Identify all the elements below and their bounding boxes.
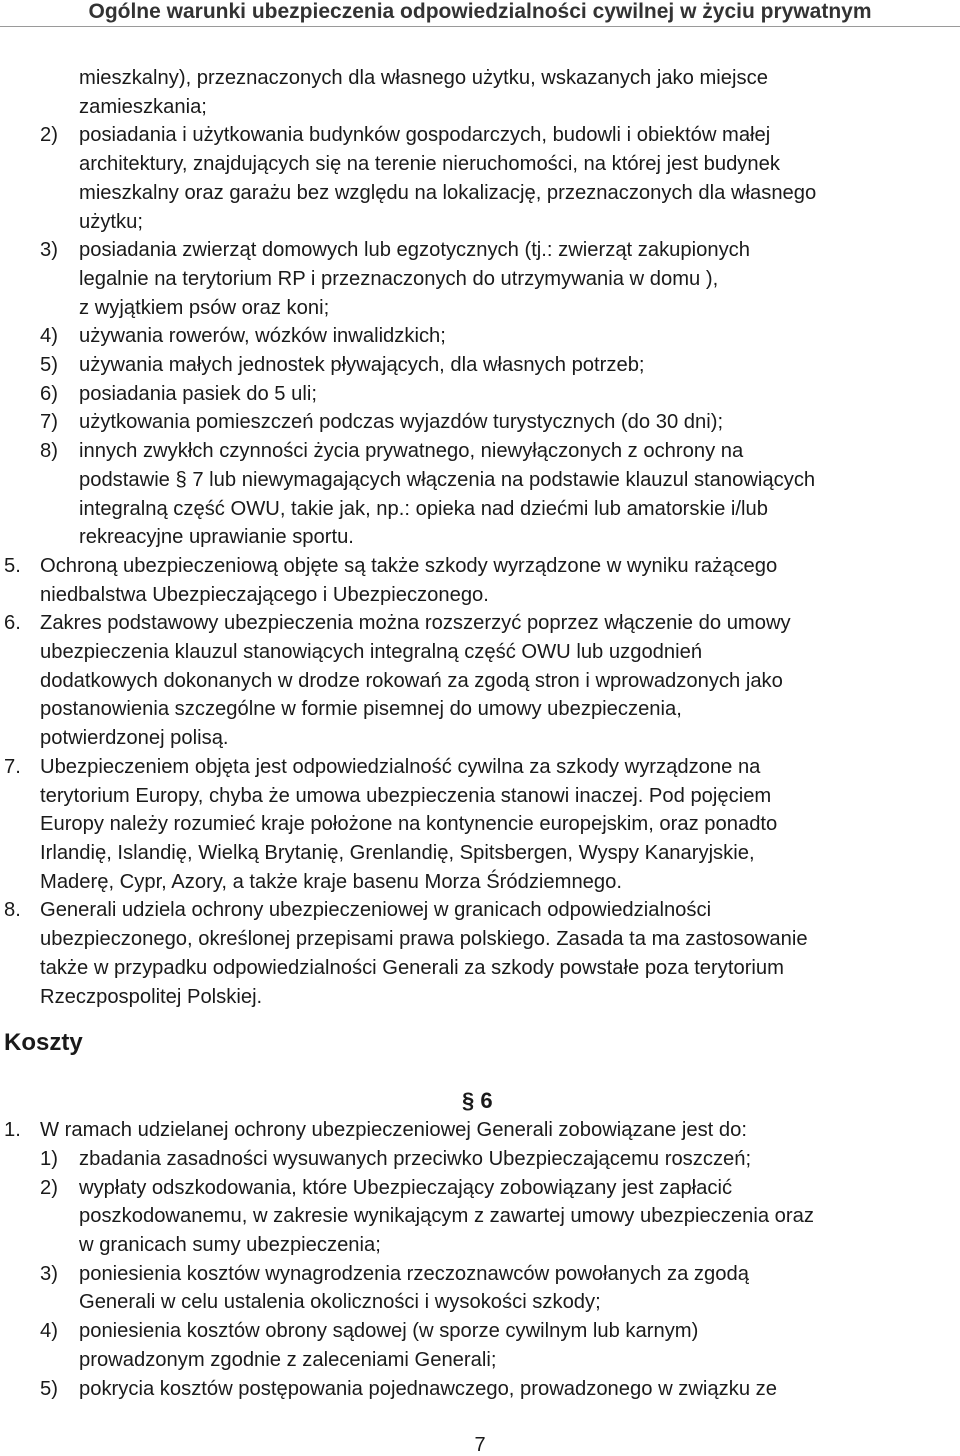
- list-item-number: 2): [40, 124, 58, 147]
- list-item-number: 3): [40, 239, 58, 262]
- text-line: postanowienia szczególne w formie pisemnej do umowy ubezpieczenia,: [40, 698, 682, 721]
- numbered-point: [0, 609, 960, 753]
- text-line: potwierdzonej polisą.: [40, 727, 229, 750]
- text-line: Maderę, Cypr, Azory, a także kraje basenu Morza Śródziemnego.: [40, 870, 622, 893]
- text-line: innych zwykłch czynności życia prywatnego, niewyłączonych z ochrony na: [79, 440, 744, 463]
- text-line: używania małych jednostek pływających, dla własnych potrzeb;: [79, 354, 645, 377]
- text-line: posiadania pasiek do 5 uli;: [79, 382, 317, 405]
- paragraph-number: § 6: [462, 1088, 493, 1114]
- section-point-list: [0, 1116, 960, 1145]
- text-line: integralną część OWU, takie jak, np.: opieka nad dziećmi lub amatorskie i/lub: [79, 497, 768, 520]
- list-item-number: 5): [40, 1377, 58, 1400]
- list-item: [0, 1174, 960, 1260]
- text-line: użytku;: [79, 210, 143, 233]
- numbered-point: [0, 1116, 960, 1145]
- document-body: [0, 64, 960, 1403]
- list-item: [0, 380, 960, 409]
- list-item: [0, 351, 960, 380]
- text-line: dodatkowych dokonanych w drodze rokowań za zgodą stron i wprowadzonych jako: [40, 669, 783, 692]
- text-line: z wyjątkiem psów oraz koni;: [79, 296, 330, 319]
- numbered-point-number: 7.: [4, 755, 21, 778]
- text-line: posiadania zwierząt domowych lub egzotycznych (tj.: zwierząt zakupionych: [79, 239, 750, 262]
- numbered-point: [0, 753, 960, 897]
- list-item: [0, 408, 960, 437]
- text-line: Generali udziela ochrony ubezpieczeniowej w granicach odpowiedzialności: [40, 899, 712, 922]
- numbered-point: [0, 552, 960, 609]
- point-list: [0, 552, 960, 1011]
- text-line: używania rowerów, wózków inwalidzkich;: [79, 325, 446, 348]
- list-item-number: 4): [40, 1320, 58, 1343]
- numbered-point-number: 8.: [4, 899, 21, 922]
- section-title: Koszty: [4, 1029, 83, 1057]
- numbered-point-number: 5.: [4, 554, 21, 577]
- text-line: Zakres podstawowy ubezpieczenia można rozszerzyć poprzez włączenie do umowy: [40, 612, 791, 635]
- list-item: [0, 121, 960, 236]
- text-line: pokrycia kosztów postępowania pojednawczego, prowadzonego w związku ze: [79, 1377, 777, 1400]
- text-line: ubezpieczonego, określonej przepisami prawa polskiego. Zasada ta ma zastosowanie: [40, 928, 808, 951]
- text-line: zbadania zasadności wysuwanych przeciwko Ubezpieczającemu roszczeń;: [79, 1147, 752, 1170]
- text-line: legalnie na terytorium RP i przeznaczonych do utrzymywania w domu ),: [79, 267, 719, 290]
- text-line: zamieszkania;: [79, 95, 207, 118]
- page-number: 7: [474, 1434, 486, 1456]
- numbered-point: [0, 896, 960, 1011]
- text-line: mieszkalny oraz garażu bez względu na lokalizację, przeznaczonych dla własnego: [79, 181, 817, 204]
- text-line: poniesienia kosztów wynagrodzenia rzeczoznawców powołanych za zgodą: [79, 1262, 749, 1285]
- text-line: mieszkalny), przeznaczonych dla własnego użytku, wskazanych jako miejsce: [79, 67, 768, 89]
- list-item: [0, 322, 960, 351]
- text-line: architektury, znajdujących się na terenie nieruchomości, na której jest budynek: [79, 153, 780, 176]
- document-title: Ogólne warunki ubezpieczenia odpowiedzialności cywilnej w życiu prywatnym: [88, 0, 872, 23]
- list-item-number: 4): [40, 325, 58, 348]
- text-line: poniesienia kosztów obrony sądowej (w sporze cywilnym lub karnym): [79, 1320, 699, 1343]
- text-line: Europy należy rozumieć kraje położone na kontynencie europejskim, oraz ponadto: [40, 813, 778, 836]
- list-item-number: 7): [40, 411, 58, 434]
- list-item-number: 1): [40, 1147, 58, 1170]
- text-line: niedbalstwa Ubezpieczającego i Ubezpieczonego.: [40, 583, 489, 606]
- page-header: [0, 0, 960, 27]
- list-item: [0, 1375, 960, 1404]
- text-line: Irlandię, Islandię, Wielką Brytanię, Grenlandię, Spitsbergen, Wyspy Kanaryjskie,: [40, 841, 755, 864]
- list-item: [0, 1317, 960, 1374]
- section-sub-item-list: [0, 1145, 960, 1403]
- list-item: [0, 437, 960, 552]
- page-footer: [0, 1434, 960, 1456]
- list-item: [0, 1260, 960, 1317]
- text-line: terytorium Europy, chyba że umowa ubezpieczenia stanowi inaczej. Pod pojęciem: [40, 784, 772, 807]
- text-line: W ramach udzielanej ochrony ubezpieczeniowej Generali zobowiązane jest do:: [40, 1119, 747, 1142]
- text-line: prowadzonym zgodnie z zaleceniami Generali;: [79, 1348, 497, 1371]
- numbered-point-number: 1.: [4, 1119, 21, 1142]
- numbered-point-number: 6.: [4, 612, 21, 635]
- text-line: posiadania i użytkowania budynków gospodarczych, budowli i obiektów małej: [79, 124, 771, 147]
- text-line: wypłaty odszkodowania, które Ubezpieczający zobowiązany jest zapłacić: [79, 1176, 733, 1199]
- text-line: rekreacyjne uprawianie sportu.: [79, 526, 354, 549]
- text-line: ubezpieczenia klauzul stanowiących integralną część OWU lub uzgodnień: [40, 641, 703, 664]
- list-item-number: 5): [40, 354, 58, 377]
- text-line: poszkodowanemu, w zakresie wynikającym z zawartej umowy ubezpieczenia oraz: [79, 1205, 814, 1228]
- text-line: Ochroną ubezpieczeniową objęte są także szkody wyrządzone w wyniku rażącego: [40, 554, 778, 577]
- list-item-number: 3): [40, 1262, 58, 1285]
- text-line: w granicach sumy ubezpieczenia;: [79, 1234, 381, 1257]
- continuation-text: [0, 64, 960, 121]
- text-line: Rzeczpospolitej Polskiej.: [40, 985, 263, 1008]
- text-line: Ubezpieczeniem objęta jest odpowiedzialność cywilna za szkody wyrządzone na: [40, 755, 761, 778]
- text-line: podstawie § 7 lub niewymagających włączenia na podstawie klauzul stanowiących: [79, 468, 816, 491]
- list-item-number: 2): [40, 1176, 58, 1199]
- sub-item-list: [0, 121, 960, 552]
- list-item: [0, 1145, 960, 1174]
- text-line: Generali w celu ustalenia okoliczności i wysokości szkody;: [79, 1291, 601, 1314]
- text-line: użytkowania pomieszczeń podczas wyjazdów turystycznych (do 30 dni);: [79, 411, 724, 434]
- list-item-number: 8): [40, 440, 58, 463]
- list-item: [0, 236, 960, 322]
- list-item-number: 6): [40, 382, 58, 405]
- text-line: także w przypadku odpowiedzialności Generali za szkody powstałe poza terytorium: [40, 956, 784, 979]
